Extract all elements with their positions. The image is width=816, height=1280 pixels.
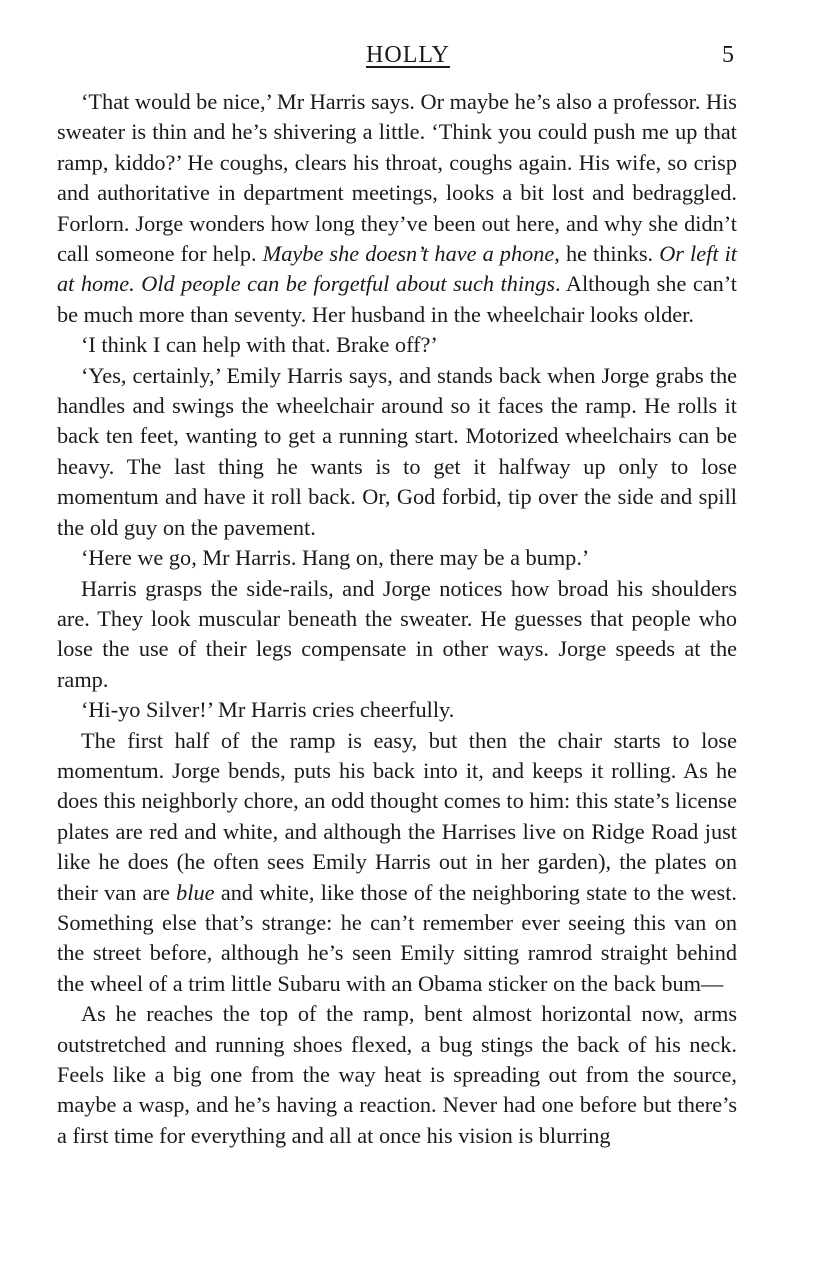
text-run: ‘Yes, certainly,’ Emily Harris says, and stands back when Jorge grabs the handles and swings the wheelchair around so it faces the ramp. He rolls it back ten feet, wanting to get a running start. Motorized wheelchairs can be heavy. The last thing he wants is to get it halfway up only to lose momentum and have it roll back. Or, God forbid, tip over the side and spill the old guy on the pavement. xyxy=(57,362,737,540)
paragraph xyxy=(57,361,737,543)
paragraph xyxy=(57,330,737,360)
text-run: The first half of the ramp is easy, but then the chair starts to lose momentum. Jorge bends, puts his back into it, and keeps it rolling. As he does this neighborly chore, an odd thought comes to him: this state’s license plates are red and white, and although the Harrises live on Ridge Road just like he does (he often sees Emily Harris out in her garden), the plates on their van are xyxy=(57,727,737,905)
italic-text: Or left it at home. Old people can be forgetful about such things xyxy=(57,241,737,297)
text-run: ‘I think I can help with that. Brake off?’ xyxy=(81,332,438,358)
page-header xyxy=(0,42,816,74)
text-run: ‘Hi-yo Silver!’ Mr Harris cries cheerfully. xyxy=(81,697,455,723)
text-run: ‘That would be nice,’ Mr Harris says. Or maybe he’s also a professor. His sweater is thin and he’s shivering a little. ‘Think you could push me up that ramp, kiddo?’ He coughs, clears his throat, coughs again. His wife, so crisp and authoritative in department meetings, looks a bit lost and bedraggled. Forlorn. Jorge wonders how long they’ve been out here, and why she didn’t call someone for help. xyxy=(57,89,737,267)
italic-text: Maybe she doesn’t have a phone xyxy=(262,241,555,267)
running-head xyxy=(0,42,816,69)
paragraph xyxy=(57,999,737,1151)
body-text xyxy=(57,87,737,1151)
page-number: 5 xyxy=(722,42,734,68)
text-run: . Although she can’t be much more than seventy. Her husband in the wheelchair looks older. xyxy=(57,271,738,327)
text-run: , he thinks. xyxy=(554,241,660,267)
paragraph xyxy=(57,726,737,1000)
text-run: and white, like those of the neighboring state to the west. Something else that’s strange: he can’t remember ever seeing this van on the street before, although he’s seen Emily sitting ramrod straight behind the wheel of a trim little Subaru with an Obama sticker on the back bum— xyxy=(57,879,737,996)
text-run: Harris grasps the side-rails, and Jorge notices how broad his shoulders are. They look muscular beneath the sweater. He guesses that people who lose the use of their legs compensate in other ways. Jorge speeds at the ramp. xyxy=(57,575,737,692)
paragraph xyxy=(57,87,737,330)
text-run: As he reaches the top of the ramp, bent almost horizontal now, arms outstretched and running shoes flexed, a bug stings the back of his neck. Feels like a big one from the way heat is spreading out from the source, maybe a wasp, and he’s having a reaction. Never had one before but there’s a first time for everything and all at once his vision is blurring xyxy=(57,1001,737,1148)
running-head-title: HOLLY xyxy=(366,42,450,68)
paragraph xyxy=(57,695,737,725)
italic-text: blue xyxy=(176,879,215,905)
text-run: ‘Here we go, Mr Harris. Hang on, there may be a bump.’ xyxy=(81,545,590,571)
paragraph xyxy=(57,574,737,696)
paragraph xyxy=(57,543,737,573)
